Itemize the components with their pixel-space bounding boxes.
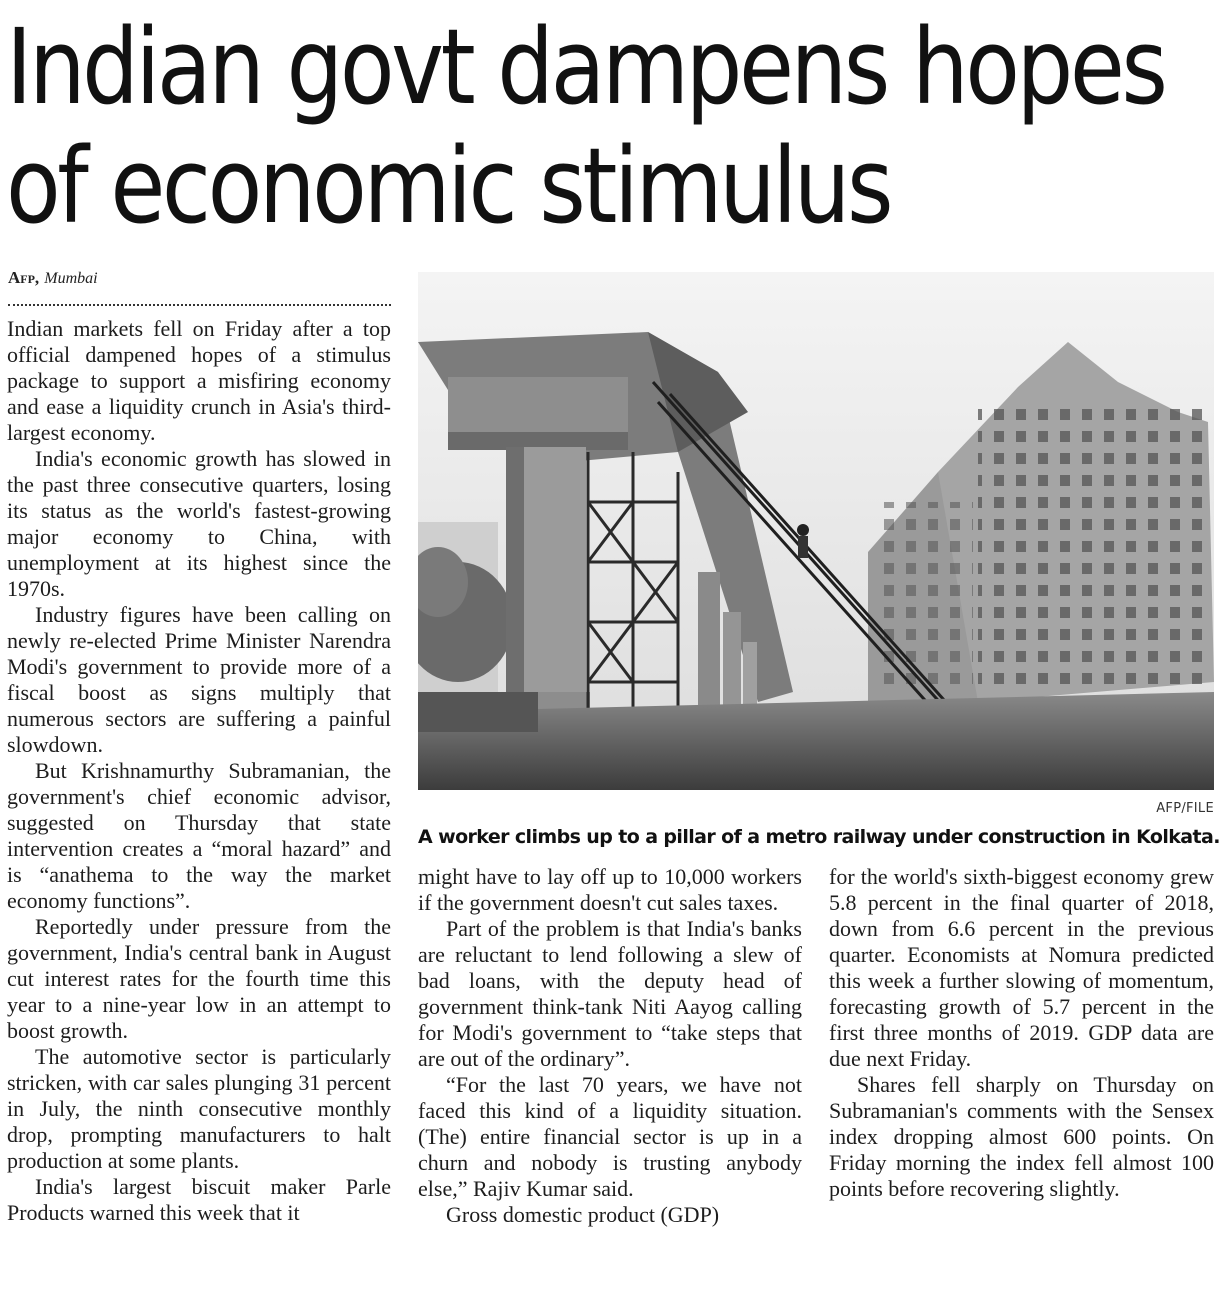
article-column-2: [418, 864, 802, 1228]
paragraph: India's economic growth has slowed in the past three consecutive quarters, losing its status as the world's fastest-growing major economy to China, with unemployment at its highest since the 1970s.: [7, 446, 391, 601]
paragraph: But Krishnamurthy Subramanian, the government's chief economic advisor, suggested on Thursday that state intervention creates a “moral hazard” and is “anathema to the way the market economy functions”.: [7, 758, 391, 913]
paragraph: Reportedly under pressure from the government, India's central bank in August cut interest rates for the fourth time this year to a nine-year low in an attempt to boost growth.: [7, 914, 391, 1043]
headline: [6, 6, 1165, 247]
news-photo: [418, 272, 1214, 790]
paragraph: The automotive sector is particularly stricken, with car sales plunging 31 percent in July, the ninth consecutive monthly drop, prompting manufacturers to halt production at some plants.: [7, 1044, 391, 1173]
byline-divider: [8, 304, 391, 306]
paragraph: Part of the problem is that India's banks are reluctant to lend following a slew of bad loans, with the deputy head of government think-tank Niti Aayog calling for Modi's government to “take steps that are out of the ordinary”.: [418, 916, 802, 1071]
paragraph: “For the last 70 years, we have not faced this kind of a liquidity situation. (The) entire financial sector is up in a churn and nobody is trusting anybody else,” Rajiv Kumar said.: [418, 1072, 802, 1201]
paragraph: Indian markets fell on Friday after a top official dampened hopes of a stimulus package to support a misfiring economy and ease a liquidity crunch in Asia's third-largest economy.: [7, 316, 391, 445]
headline-line-2: of economic stimulus: [6, 125, 891, 247]
paragraph: Shares fell sharply on Thursday on Subramanian's comments with the Sensex index dropping almost 600 points. On Friday morning the index fell almost 100 points before recovering slightly.: [829, 1072, 1214, 1201]
metro-construction-illustration: [418, 272, 1214, 790]
headline-line-1: Indian govt dampens hopes: [6, 6, 1165, 128]
paragraph: Gross domestic product (GDP): [446, 1202, 720, 1227]
byline: [8, 268, 98, 288]
paragraph: Industry figures have been calling on newly re-elected Prime Minister Narendra Modi's government to provide more of a fiscal boost as signs multiply that numerous sectors are suffering a painful slowdown.: [7, 602, 391, 757]
article-column-3: [829, 864, 1214, 1202]
byline-agency: Afp,: [8, 268, 40, 287]
paragraph: might have to lay off up to 10,000 workers if the government doesn't cut sales taxes.: [418, 864, 802, 915]
paragraph: India's largest biscuit maker Parle Products warned this week that it: [7, 1174, 391, 1225]
photo-caption: A worker climbs up to a pillar of a metro railway under construction in Kolkata.: [418, 826, 1220, 848]
byline-city: Mumbai: [44, 270, 98, 287]
article-column-1: [7, 316, 391, 1226]
paragraph: for the world's sixth-biggest economy grew 5.8 percent in the final quarter of 2018, down from 6.6 percent in the previous quarter. Economists at Nomura predicted this week a further slowing of momentum, forecasting growth of 5.7 percent in the first three months of 2019. GDP data are due next Friday.: [829, 864, 1214, 1071]
photo-credit: AFP/FILE: [1156, 801, 1214, 816]
